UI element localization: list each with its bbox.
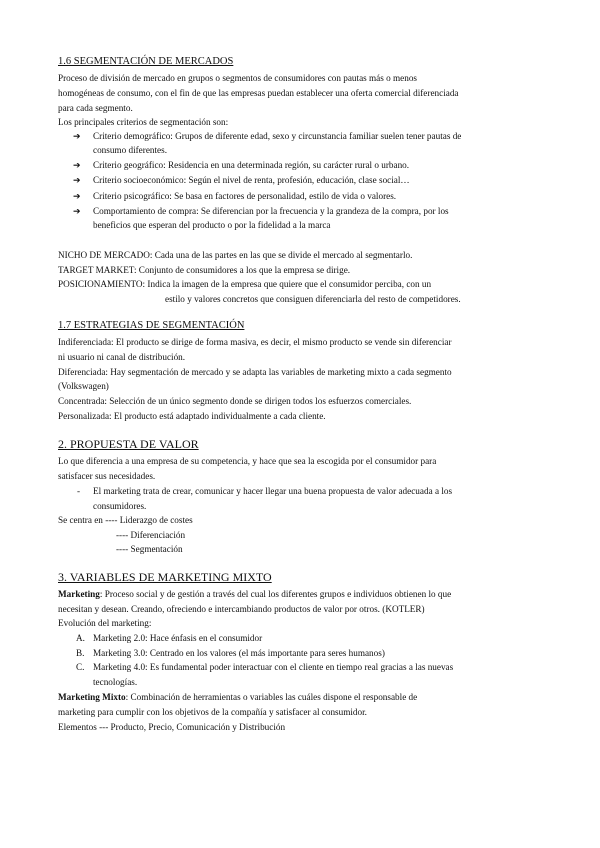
elements-line: Elementos --- Producto, Precio, Comunicación y Distribución xyxy=(58,722,286,732)
definition-marketing xyxy=(58,587,451,601)
focus-line: Se centra en ---- Liderazgo de costes xyxy=(58,515,193,525)
strategy-line: Concentrada: Selección de un único segmento donde se dirigen todos los esfuerzos comerciales. xyxy=(58,396,412,406)
criterion-line: beneficios que esperan del producto o por la fidelidad a la marca xyxy=(93,220,331,230)
bullet-line: El marketing trata de crear, comunicar y hacer llegar una buena propuesta de valor adecuada a los xyxy=(93,486,453,496)
strategy-line: (Volkswagen) xyxy=(58,381,109,391)
evolution-item: Marketing 3.0: Centrado en los valores (el más importante para seres humanos) xyxy=(93,648,385,658)
bullet-line: consumidores. xyxy=(93,501,147,511)
term-marketing: Marketing xyxy=(58,589,100,599)
criterion-line: Criterio socioeconómico: Según el nivel de renta, profesión, educación, clase social… xyxy=(93,175,410,185)
arrow-bullet-icon: ➔ xyxy=(73,175,81,185)
section-title-1-6: 1.6 SEGMENTACIÓN DE MERCADOS xyxy=(58,56,234,67)
paragraph-line: para cada segmento. xyxy=(58,103,133,113)
definition-nicho: NICHO DE MERCADO: Cada una de las partes en las que se divide el mercado al segmentarlo. xyxy=(58,250,413,260)
arrow-bullet-icon: ➔ xyxy=(73,131,81,141)
criterion-line: Criterio geográfico: Residencia en una determinada región, su carácter rural o urbano. xyxy=(93,160,410,170)
strategy-line: ni usuario ni canal de distribución. xyxy=(58,352,186,362)
arrow-bullet-icon: ➔ xyxy=(73,160,81,170)
definition-text: : Proceso social y de gestión a través del cual los diferentes grupos e individuos obtienen lo que xyxy=(99,589,452,599)
paragraph-line: necesitan y desean. Creando, ofreciendo e intercambiando productos de valor por otros. (KOTLER) xyxy=(58,604,425,614)
criteria-lead: Los principales criterios de segmentación son: xyxy=(58,117,229,127)
list-letter: C. xyxy=(76,662,85,672)
arrow-bullet-icon: ➔ xyxy=(73,206,81,216)
dash-bullet: - xyxy=(77,486,81,496)
criterion-line: Criterio demográfico: Grupos de diferente edad, sexo y circunstancia familiar suelen tener pautas de xyxy=(93,131,462,141)
focus-line: ---- Segmentación xyxy=(116,544,183,554)
definition-posicionamiento-cont: estilo y valores concretos que consiguen diferenciarla del resto de competidores. xyxy=(165,294,461,304)
section-title-2: 2. PROPUESTA DE VALOR xyxy=(58,437,199,451)
paragraph-line: homogéneas de consumo, con el fin de que las empresas puedan establecer una oferta comercial diferenciada xyxy=(58,88,459,98)
arrow-bullet-icon: ➔ xyxy=(73,191,81,201)
paragraph-line: marketing para cumplir con los objetivos de la compañía y satisfacer al consumidor. xyxy=(58,707,367,717)
evolution-lead: Evolución del marketing: xyxy=(58,618,152,628)
term-marketing-mixto: Marketing Mixto xyxy=(58,692,126,702)
paragraph-line: Proceso de división de mercado en grupos o segmentos de consumidores con pautas más o menos xyxy=(58,73,418,83)
criterion-line: consumo diferentes. xyxy=(93,145,167,155)
definition-target: TARGET MARKET: Conjunto de consumidores a los que la empresa se dirige. xyxy=(58,265,351,275)
definition-marketing-mixto xyxy=(58,690,417,704)
criterion-line: Criterio psicográfico: Se basa en factores de personalidad, estilo de vida o valores. xyxy=(93,191,397,201)
list-letter: B. xyxy=(76,648,85,658)
paragraph-line: Lo que diferencia a una empresa de su competencia, y hace que sea la escogida por el consumidor para xyxy=(58,456,437,466)
list-letter: A. xyxy=(76,633,85,643)
criterion-line: Comportamiento de compra: Se diferencian por la frecuencia y la grandeza de la compra, por los xyxy=(93,206,449,216)
evolution-item: Marketing 2.0: Hace énfasis en el consumidor xyxy=(93,633,263,643)
paragraph-line: satisfacer sus necesidades. xyxy=(58,471,156,481)
focus-line: ---- Diferenciación xyxy=(116,530,186,540)
evolution-item: Marketing 4.0: Es fundamental poder interactuar con el cliente en tiempo real gracias a las nuevas xyxy=(93,662,454,672)
section-title-1-7: 1.7 ESTRATEGIAS DE SEGMENTACIÓN xyxy=(58,320,245,331)
strategy-line: Indiferenciada: El producto se dirige de forma masiva, es decir, el mismo producto se vende sin diferenciar xyxy=(58,337,452,347)
section-title-3: 3. VARIABLES DE MARKETING MIXTO xyxy=(58,570,272,584)
evolution-item-cont: tecnologías. xyxy=(93,677,138,687)
strategy-line: Personalizada: El producto está adaptado individualmente a cada cliente. xyxy=(58,411,326,421)
definition-posicionamiento: POSICIONAMIENTO: Indica la imagen de la empresa que quiere que el consumidor perciba, con un xyxy=(58,279,432,289)
definition-text: : Combinación de herramientas o variables las cuáles dispone el responsable de xyxy=(125,692,418,702)
strategy-line: Diferenciada: Hay segmentación de mercado y se adapta las variables de marketing mixto a cada segmento xyxy=(58,367,452,377)
